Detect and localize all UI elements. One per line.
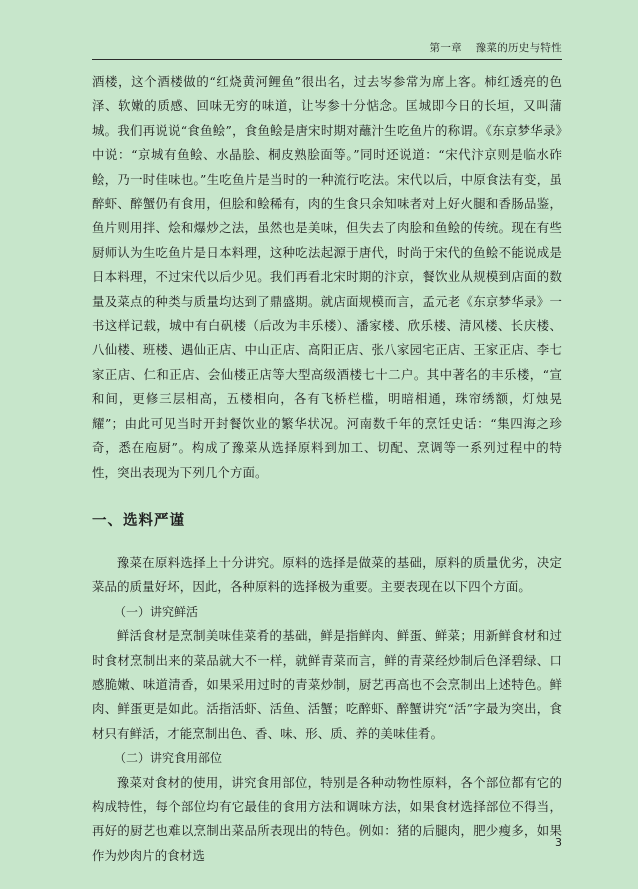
- paragraph-2: 豫菜在原料选择上十分讲究。原料的选择是做菜的基础，原料的质量优劣，决定菜品的质量好坏，因此，各种原料的选择极为重要。主要表现在以下四个方面。: [92, 554, 562, 595]
- section-heading: 一、选料严谨: [92, 512, 185, 529]
- chapter-title: 豫菜的历史与特性: [475, 42, 562, 54]
- chapter-label: 第一章: [429, 42, 462, 54]
- running-header: [430, 40, 562, 55]
- paragraph-1: 酒楼，这个酒楼做的“红烧黄河鲤鱼”很出名，过去岑参常为席上客。柿红透亮的色泽、软嫩的质感、回味无穷的味道，让岑参十分惦念。匡城即今日的长垣，又叫蒲城。我们再说说“食鱼鲙”，食鱼鲙是唐宋时期对蘸汁生吃鱼片的称谓。《东京梦华录》中说：“京城有鱼鲙、水晶脍、桐皮熟脍面等。”同时还说道：“宋代汴京则是临水砟鲙，乃一时佳味也。”生吃鱼片是当时的一种流行吃法。宋代以后，中原食法有变，虽醉虾、醉蟹仍有食用，但脍和鲙稀有，肉的生食只余知味者对上好火腿和香肠品鉴，鱼片则用拌、烩和爆炒之法，虽然也是美味，但失去了肉脍和鱼鲙的传统。现在有些厨师认为生吃鱼片是日本料理，这种吃法起源于唐代，时尚于宋代的鱼鲙不能说成是日本料理，不过宋代以后少见。我们再看北宋时期的汴京，餐饮业从规模到店面的数量及菜点的种类与质量均达到了鼎盛期。就店面规模而言，孟元老《东京梦华录》一书这样记载，城中有白矾楼（后改为丰乐楼）、潘家楼、欣乐楼、清风楼、长庆楼、八仙楼、班楼、遇仙正店、中山正店、高阳正店、张八家园宅正店、王家正店、李七家正店、仁和正店、会仙楼正店等大型高级酒楼七十二户。其中著名的丰乐楼，“宣和间，更修三层相高，五楼相向，各有飞桥栏槛，明暗相通，珠帘绣额，灯烛晃耀”；由此可见当时开封餐饮业的繁华状况。河南数千年的烹饪史话：“集四海之珍奇，悉在庖厨”。构成了豫菜从选择原料到加工、切配、烹调等一系列过程中的特性，突出表现为下列几个方面。: [92, 74, 562, 480]
- page-number: 3: [555, 836, 562, 849]
- body-text: [92, 70, 562, 868]
- subsection-heading-2: （二）讲究食用部位: [114, 751, 223, 766]
- subsection-heading-1: （一）讲究鲜活: [114, 604, 199, 619]
- header-rule: [92, 59, 562, 60]
- paragraph-4: 豫菜对食材的使用，讲究食用部位，特别是各种动物性原料，各个部位都有它的构成特性，每个部位均有它最佳的食用方法和调味方法，如果食材选择部位不得当，再好的厨艺也难以烹制出菜品所表现出的特色。例如：猪的后腿肉，肥少瘦多，如果作为炒肉片的食材选: [92, 774, 562, 863]
- paragraph-3: 鲜活食材是烹制美味佳菜肴的基础，鲜是指鲜肉、鲜蛋、鲜菜；用新鲜食材和过时食材烹制出来的菜品就大不一样，就鲜青菜而言，鲜的青菜经炒制后色泽碧绿、口感脆嫩、味道清香，如果采用过时的青菜炒制，厨艺再高也不会烹制出上述特色。鲜肉、鲜蛋更是如此。活指活虾、活鱼、活蟹；吃醉虾、醉蟹讲究“活”字最为突出，食材只有鲜活，才能烹制出色、香、味、形、质、养的美味佳肴。: [92, 628, 562, 741]
